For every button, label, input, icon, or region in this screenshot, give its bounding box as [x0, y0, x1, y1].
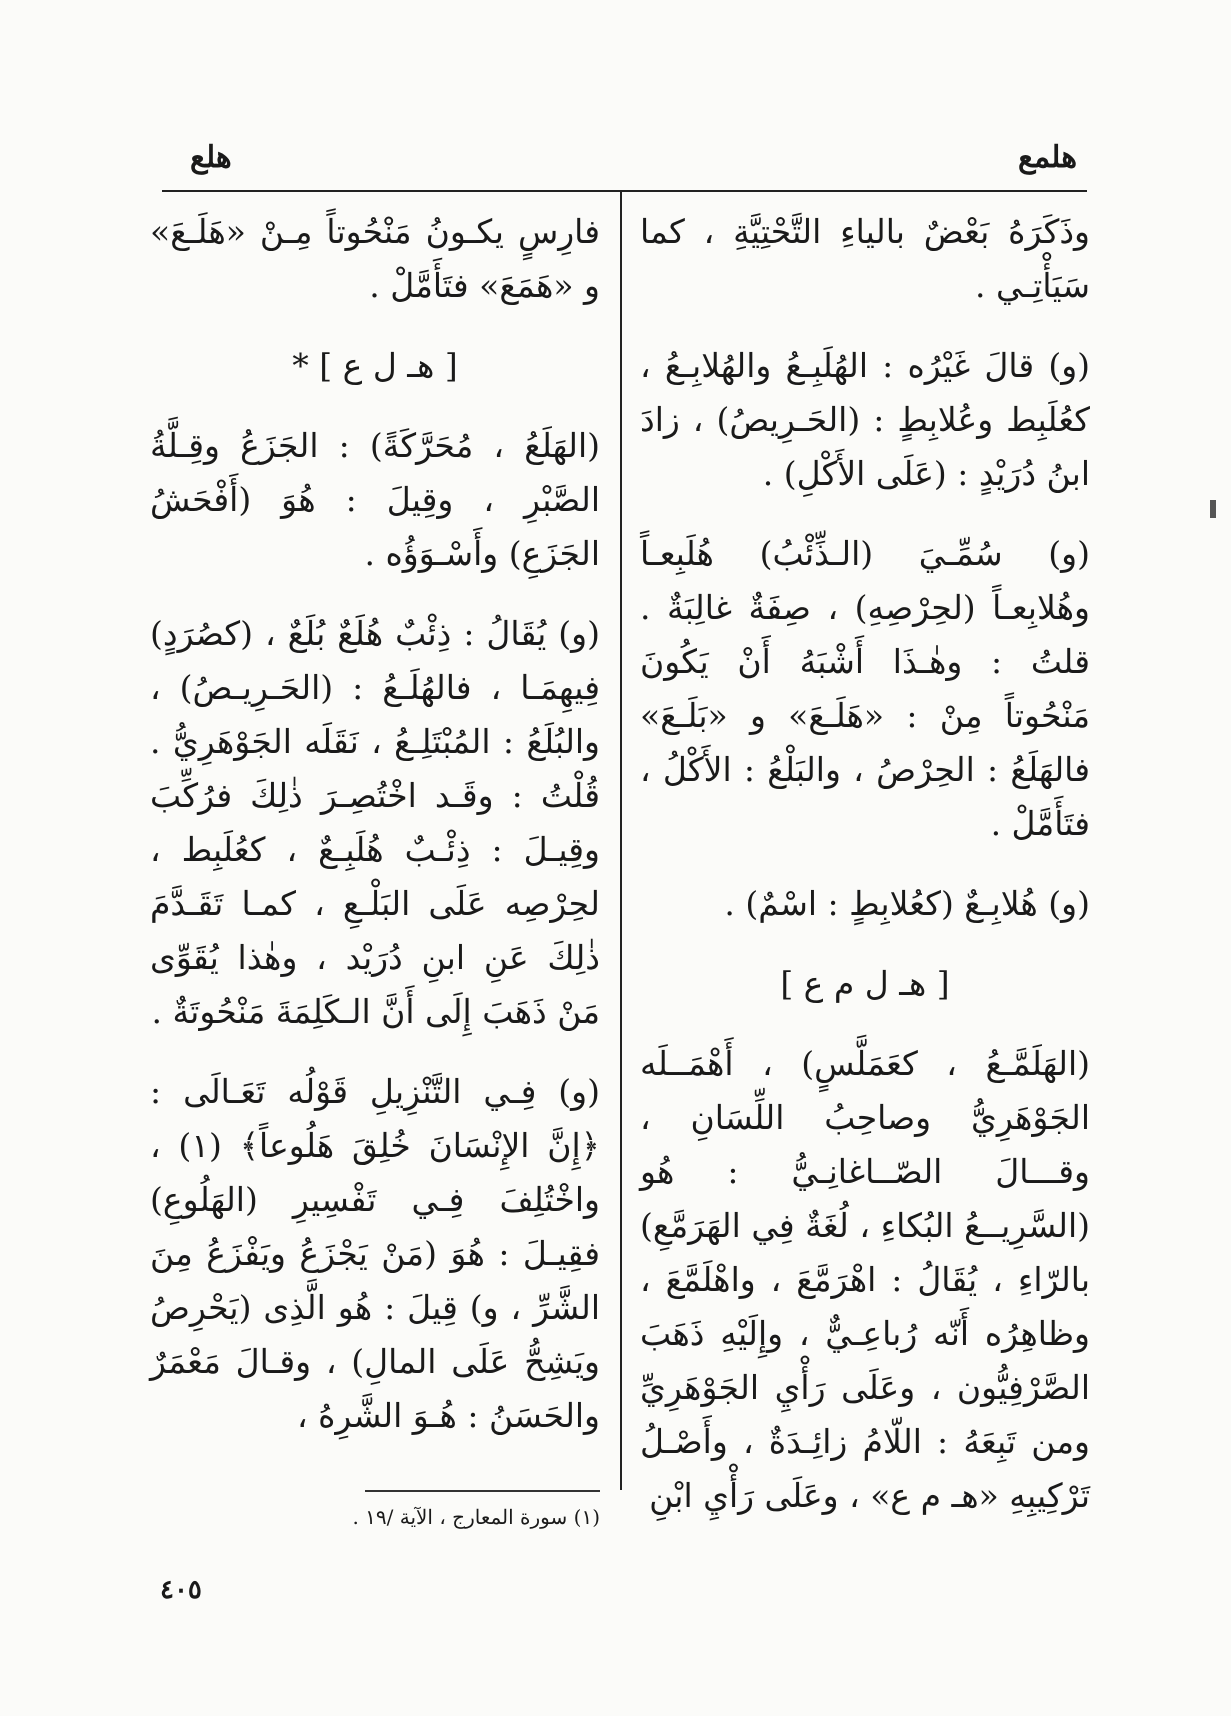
- header-left-keyword: هلع: [190, 140, 232, 175]
- entry-paragraph: (و) سُمِّـيَ (الـذِّئْبُ) هُلَبِعـاً وهُلابِعـاً (لحِرْصِهِ) ، صِفَةٌ غالِبَةٌ . قلتُ : وهٰـذَا أَشْبَهُ أَنْ يَكُونَ مَنْحُوتاً مِنْ : «هَلَـعَ» و «بَلَـعَ» فالهَلَعُ : الحِرْصُ ، والبَلْعُ : الأَكْلُ ، فتَأَمَّلْ .: [640, 534, 1090, 843]
- header-rule: [162, 190, 1087, 192]
- page-number: ٤٠٥: [160, 1575, 202, 1605]
- entry-paragraph: (و) يُقَالُ : ذِئْبٌ هُلَعٌ بُلَعٌ ، (كصُرَدٍ) فِيهِمَـا ، فالهُلَـعُ : (الحَـرِيـصُ) ، والبُلَعُ : المُبْتَلِـعُ ، نَقَلَه الجَوْهَرِيُّ . قُلْتُ : وقَـد اخْتُصِـرَ ذٰلِكَ فرُكِّبَ وقِيـلَ : ذِئْـبٌ هُلَبِـعٌ ، كعُلَبِط ، لحِرْصِه عَلَى البَلْـعِ ، كمـا تَقَـدَّمَ ذٰلِكَ عَنِ ابنِ دُرَيْد ، وهٰذا يُقَوِّى مَنْ ذَهَبَ إِلَى أَنَّ الـكَلِمَةَ مَنْحُوتَةٌ .: [150, 614, 600, 1031]
- entry-paragraph: (و) هُلابِـعٌ (كعُلابِطٍ : اسْمٌ) .: [724, 884, 1090, 923]
- column-divider: [620, 190, 622, 1490]
- left-column: [150, 205, 600, 1469]
- footnote-rule: [365, 1490, 600, 1492]
- margin-mark: [1210, 500, 1216, 518]
- entry-paragraph: (الهَلَمَّـعُ ، كعَمَلَّسٍ) ، أَهْمَــلَه الجَوْهَرِيُّ وصاحِبُ اللِّسَانِ ، وقـــالَ الصّــاغانِـيُّ : هُو (السَّرِيــعُ البُكاءِ ، لُغَةٌ فِي الهَرَمَّعِ) بالرّاءِ ، يُقَالُ : اهْرَمَّعَ ، واهْلَمَّعَ ، وظاهِرُه أَنّه رُباعِـيٌّ ، وإِلَيْهِ ذَهَبَ الصَّرْفِيُّون ، وعَلَى رَأْيِ الجَوْهَرِيِّ ومن تَبِعَهُ : اللّامُ زائِـدَةٌ ، وأَصْـلُ تَرْكِيبِهِ «هـ م ع» ، وعَلَى رَأْيِ ابْنِ: [640, 1044, 1090, 1515]
- right-column: [640, 205, 1090, 1549]
- entry-paragraph: (و) فِـي التَّنْزِيلِ قَوْلُه تَعَـالَى : ﴿إِنَّ الإِنْسَانَ خُلِقَ هَلُوعاً﴾ (١) ، واخْتُلِفَ فِـي تَفْسِيرِ (الهَلُوعِ) فقِيـلَ : هُوَ (مَنْ يَجْزَعُ ويَفْزَعُ مِنَ الشَّرِّ ، و) قِيلَ : هُو الَّذِى (يَحْرِصُ ويَشِحُّ عَلَى المالِ) ، وقـالَ مَعْمَرٌ والحَسَنُ : هُـوَ الشَّرِهُ ،: [150, 1072, 600, 1435]
- entry-paragraph: (و) قالَ غَيْرُه : الهُلَبِـعُ والهُلابِـعُ ، كعُلَبِط وعُلابِطٍ : (الحَـرِيصُ) ، زادَ ابنُ دُرَيْدٍ : (عَلَى الأَكْلِ) .: [640, 346, 1090, 493]
- entry-paragraph: (الهَلَعُ ، مُحَرَّكَةً) : الجَزَعُ وقِـلَّةُ الصَّبْرِ ، وقِيلَ : هُوَ (أَفْحَشُ الجَزَعِ) وأَسْـوَؤُه .: [150, 426, 600, 573]
- header-right-keyword: هلمع: [1018, 140, 1078, 175]
- root-heading-hlm3: [ هـ ل م ع ]: [780, 964, 950, 1003]
- entry-paragraph: وذَكَرَهُ بَعْضٌ بالياءِ التَّحْتِيَّةِ ، كما سَيَأْتِـي .: [640, 212, 1090, 305]
- footnote: (١) سورة المعارج ، الآية /١٩ .: [352, 1505, 600, 1529]
- entry-paragraph: فارِسٍ يكـونُ مَنْحُوتاً مِـنْ «هَلَـعَ» و «هَمَعَ» فتَأَمَّلْ .: [150, 212, 600, 305]
- root-heading-hl3: [ هـ ل ع ] *: [292, 346, 458, 385]
